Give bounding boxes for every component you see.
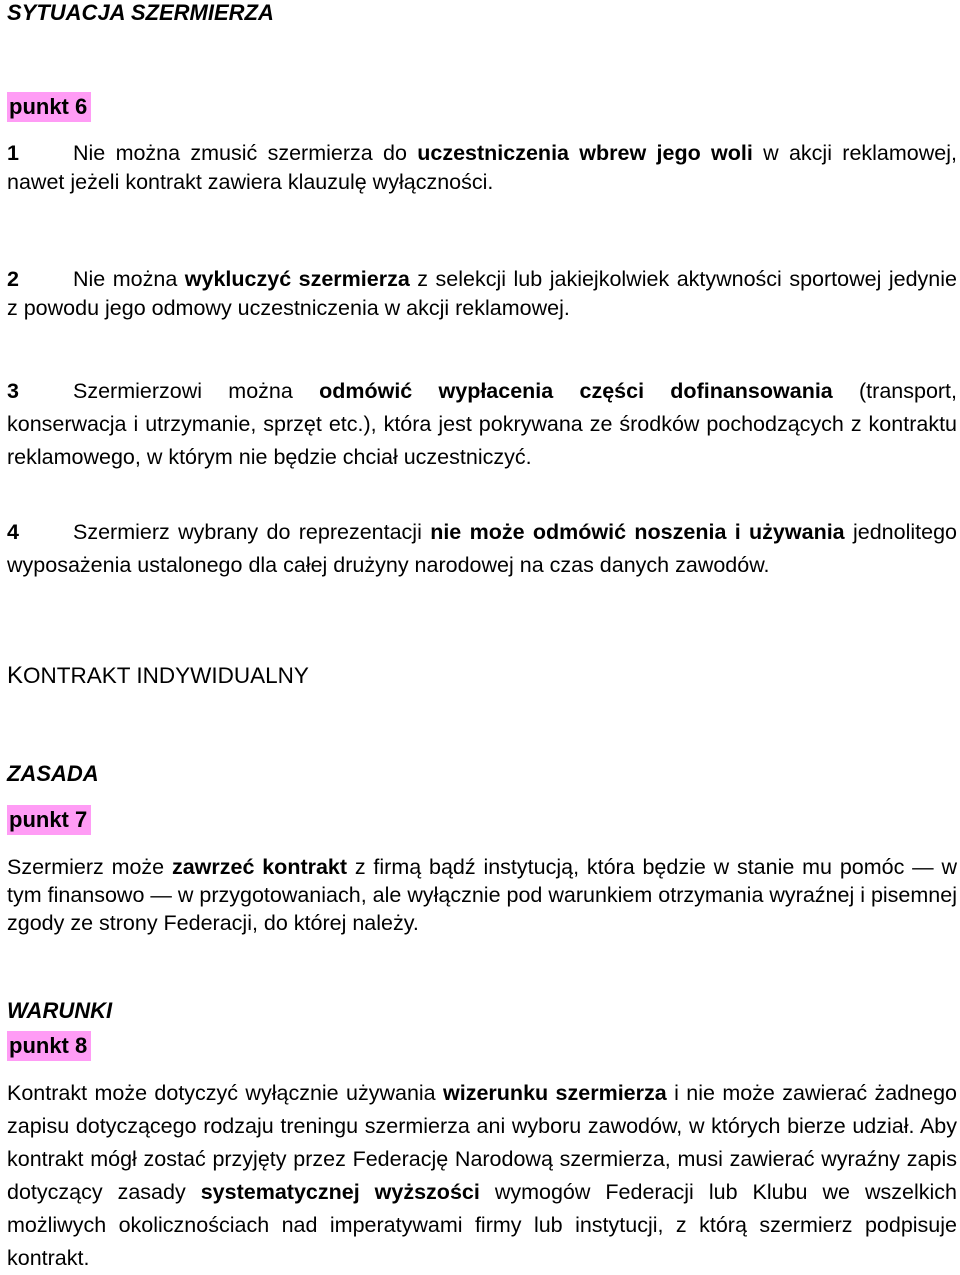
punkt-6-label: punkt 6: [7, 92, 91, 122]
section-initial: K: [7, 662, 24, 689]
zasada-heading: ZASADA: [7, 761, 99, 786]
section-heading: [7, 661, 957, 691]
rule-text: Szermierz wybrany do reprezentacji: [73, 520, 431, 544]
rule-text: Nie można: [73, 267, 185, 291]
punkt-6-label-row: [7, 92, 957, 122]
rule-text: jednolitego wyposażenia ustalonego dla całej drużyny narodowej na czas danych zawodów.: [7, 520, 957, 577]
zasada-text: Szermierz może: [7, 855, 172, 879]
rule-text: (transport, konserwacja i utrzymanie, sprzęt etc.), która jest pokrywana ze środków pochodzących z kontraktu reklamowego, w którym nie będzie chciał uczestniczyć.: [7, 379, 958, 469]
zasada-paragraph: [7, 853, 957, 937]
rule-6-3: [7, 375, 957, 474]
rule-number: 1: [7, 141, 19, 165]
warunki-text: wymogów Federacji lub Klubu we wszelkich możliwych okolicznościach nad imperatywami firmy lub instytucji, z którą szermierz podpisuje kontrakt.: [7, 1180, 957, 1270]
section-rest: ONTRAKT INDYWIDUALNY: [23, 663, 309, 688]
rule-bold: wykluczyć szermierza: [184, 267, 410, 291]
punkt-7-label: punkt 7: [7, 805, 91, 835]
rule-6-4: [7, 516, 957, 582]
rule-text: Nie można zmusić szermierza do: [73, 141, 418, 165]
rule-number: 2: [7, 267, 19, 291]
rule-number: 3: [7, 379, 19, 403]
zasada-bold: zawrzeć kontrakt: [171, 855, 348, 879]
rule-text: z selekcji lub jakiejkolwiek aktywności sportowej jedynie z powodu jego odmowy uczestniczenia w akcji reklamowej.: [7, 267, 957, 320]
document-title: SYTUACJA SZERMIERZA: [7, 0, 274, 25]
rule-bold: odmówić wypłacenia części dofinansowania: [319, 379, 833, 403]
rule-6-1: [7, 139, 957, 197]
warunki-text: Kontrakt może dotyczyć wyłącznie używania: [7, 1081, 444, 1105]
rule-6-2: [7, 265, 957, 323]
warunki-paragraph: [7, 1077, 957, 1275]
rule-text: w akcji reklamowej, nawet jeżeli kontrakt zawiera klauzulę wyłączności.: [7, 141, 957, 194]
punkt-7-label-row: [7, 805, 957, 835]
punkt-8-label-row: [7, 1031, 957, 1061]
rule-bold: uczestniczenia wbrew jego woli: [417, 141, 753, 165]
rule-bold: nie może odmówić noszenia i używania: [430, 520, 845, 544]
warunki-text: i nie może zawierać żadnego zapisu dotyczącego rodzaju treningu szermierza ani wyboru zawodów, w których bierze udział. Aby kontrakt mógł zostać przyjęty przez Federację Narodową szermierza, musi zawierać wyraźny zapis dotyczący zasady: [7, 1081, 957, 1204]
punkt-8-label: punkt 8: [7, 1031, 91, 1061]
zasada-text: z firmą bądź instytucją, która będzie w stanie mu pomóc — w tym finansowo — w przygotowaniach, ale wyłącznie pod warunkiem otrzymania wyraźnej i pisemnej zgody ze strony Federacji, do której należy.: [7, 855, 957, 935]
warunki-bold: systematycznej wyższości: [200, 1180, 480, 1204]
rule-text: Szermierzowi można: [73, 379, 320, 403]
warunki-bold: wizerunku szermierza: [443, 1081, 667, 1105]
rule-number: 4: [7, 520, 19, 544]
warunki-heading: WARUNKI: [7, 998, 113, 1023]
